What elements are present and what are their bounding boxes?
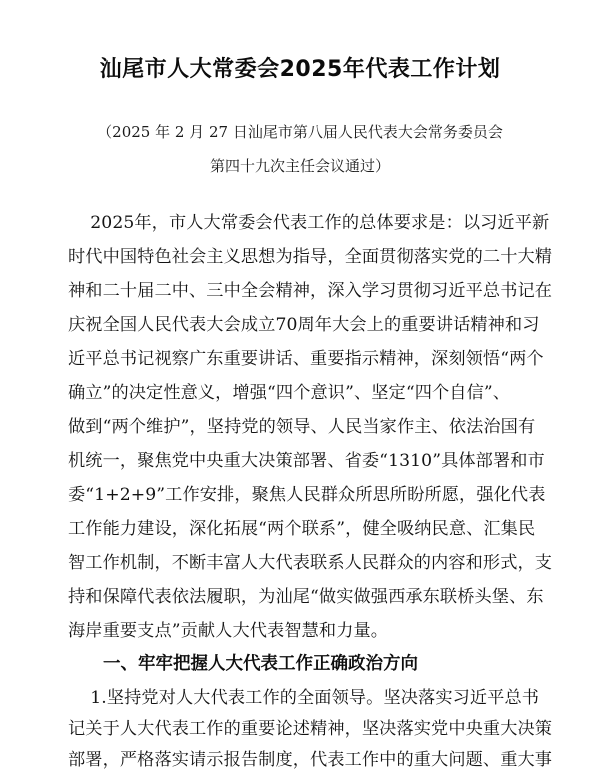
subtitle-line-1: （2025 年 2 月 27 日汕尾市第八届人民代表大会常务委员会 — [97, 123, 503, 141]
body-line: 海岸重要支点”贡献人大代表智慧和力量。 — [68, 621, 389, 641]
document-title: 汕尾市人大常委会2025年代表工作计划 — [99, 57, 501, 82]
body-line: 近平总书记视察广东重要讲话、重要指示精神，深刻领悟“两个 — [68, 349, 544, 369]
subtitle-line-2: 第四十九次主任会议通过） — [209, 157, 390, 175]
body-line: 记关于人大代表工作的重要论述精神，坚决落实党中央重大决策 — [68, 719, 553, 739]
body-line: 时代中国特色社会主义思想为指导，全面贯彻落实党的二十大精 — [68, 247, 553, 267]
body-line: 神和二十届二中、三中全会精神，深入学习贯彻习近平总书记在 — [68, 281, 553, 301]
body-line: 智工作机制，不断丰富人大代表联系人民群众的内容和形式，支 — [68, 553, 553, 573]
body-line: 确立”的决定性意义，增强“四个意识”、坚定“四个自信”、 — [68, 383, 511, 403]
section-heading: 一、牢牢把握人大代表工作正确政治方向 — [103, 654, 418, 674]
body-line: 做到“两个维护”，坚持党的领导、人民当家作主、依法治国有 — [68, 417, 536, 437]
body-line: 工作能力建设，深化拓展“两个联系”，健全吸纳民意、汇集民 — [68, 519, 536, 539]
body-line: 庆祝全国人民代表大会成立70周年大会上的重要讲话精神和习 — [68, 315, 540, 335]
body-line: 机统一，聚焦党中央重大决策部署、省委“1310”具体部署和市 — [68, 451, 545, 471]
body-line: 1.坚持党对人大代表工作的全面领导。坚决落实习近平总书 — [68, 688, 540, 708]
body-line: 部署，严格落实请示报告制度，代表工作中的重大问题、重大事 — [68, 750, 553, 770]
body-line: 2025年，市人大常委会代表工作的总体要求是：以习近平新 — [68, 213, 550, 233]
body-line: 持和保障代表依法履职，为汕尾“做实做强西承东联桥头堡、东 — [68, 587, 544, 607]
body-line: 委“1+2+9”工作安排，聚焦人民群众所思所盼所愿，强化代表 — [68, 485, 546, 505]
